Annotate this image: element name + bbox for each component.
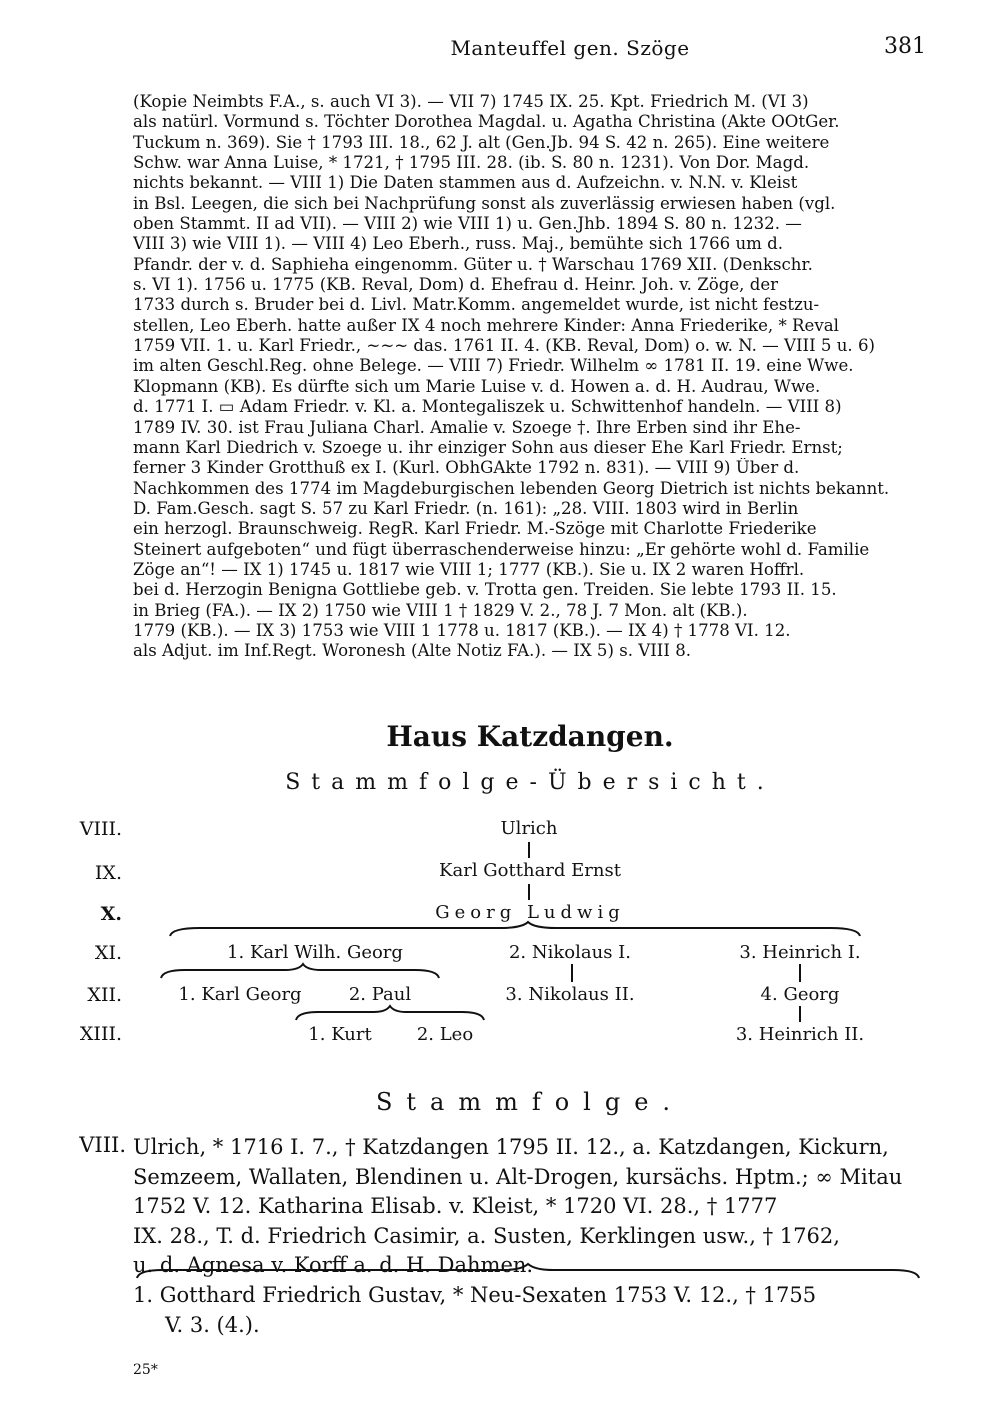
tree-node-nikolaus-i: 2. Nikolaus I.	[508, 942, 632, 963]
notes-line: Steinert aufgeboten“ und fügt überraschenderweise hinzu: „Er gehörte wohl d. Familie	[133, 539, 870, 559]
tree-connector	[528, 884, 530, 900]
notes-line: nichts bekannt. — VIII 1) Die Daten stammen aus d. Aufzeichn. v. N.N. v. Kleist	[133, 173, 798, 193]
notes-line: ferner 3 Kinder Grotthuß ex I. (Kurl. ObhGAkte 1792 n. 831). — VIII 9) Über d.	[133, 458, 800, 478]
notes-line: bei d. Herzogin Benigna Gottliebe geb. v. Trotta gen. Treiden. Sie lebte 1793 II. 15.	[133, 580, 837, 600]
notes-line: Pfandr. der v. d. Saphieha eingenomm. Güter u. † Warschau 1769 XII. (Denkschr.	[133, 254, 813, 274]
printer-signature: 25*	[133, 1362, 158, 1378]
notes-line: D. Fam.Gesch. sagt S. 57 zu Karl Friedr. (n. 161): „28. VIII. 1803 wird in Berlin	[133, 498, 799, 518]
tree-node-karl-gotthard-ernst: Karl Gotthard Ernst	[439, 860, 621, 881]
tree-brace-x	[160, 920, 870, 940]
house-title: Haus Katzdangen.	[386, 720, 674, 753]
tree-node-paul: 2. Paul	[348, 984, 412, 1005]
notes-line: Klopmann (KB). Es dürfte sich um Marie Luise v. d. Howen a. d. H. Audrau, Wwe.	[133, 376, 821, 396]
notes-line: als Adjut. im Inf.Regt. Woronesh (Alte Notiz FA.). — IX 5) s. VIII 8.	[133, 641, 692, 661]
generation-label-viii: VIII.	[79, 818, 122, 840]
notes-line: in Brieg (FA.). — IX 2) 1750 wie VIII 1 † 1829 V. 2., 78 J. 7 Mon. alt (KB.).	[133, 600, 748, 620]
generation-label-xii: XII.	[87, 984, 122, 1006]
tree-node-ulrich: Ulrich	[500, 818, 558, 839]
stammfolge-title: Stammfolge.	[375, 1088, 685, 1116]
notes-line: Schw. war Anna Luise, * 1721, † 1795 III. 28. (ib. S. 80 n. 1231). Von Dor. Magd.	[133, 153, 810, 173]
generation-label-xi: XI.	[94, 942, 122, 964]
notes-line: VIII 3) wie VIII 1). — VIII 4) Leo Eberh., russ. Maj., bemühte sich 1766 um d.	[133, 234, 784, 254]
notes-line: Nachkommen des 1774 im Magdeburgischen lebenden Georg Dietrich ist nichts bekannt.	[133, 478, 890, 498]
entry-line: 1752 V. 12. Katharina Elisab. v. Kleist, * 1720 VI. 28., † 1777	[133, 1194, 778, 1218]
generation-label-ix: IX.	[94, 862, 122, 884]
tree-node-karl-wilh-georg: 1. Karl Wilh. Georg	[227, 942, 403, 963]
notes-line: im alten Geschl.Reg. ohne Belege. — VIII 7) Friedr. Wilhelm ∞ 1781 II. 19. eine Wwe.	[133, 356, 854, 376]
tree-connector	[571, 964, 573, 982]
child-line: V. 3. (4.).	[165, 1313, 260, 1337]
entry-generation-label: VIII.	[79, 1133, 126, 1157]
tree-brace-xi	[155, 962, 445, 980]
notes-line: Tuckum n. 369). Sie † 1793 III. 18., 62 J. alt (Gen.Jb. 94 S. 42 n. 265). Eine weitere	[133, 132, 830, 152]
notes-line: s. VI 1). 1756 u. 1775 (KB. Reval, Dom) d. Ehefrau d. Heinr. Joh. v. Zöge, der	[133, 275, 779, 295]
notes-line: ein herzogl. Braunschweig. RegR. Karl Friedr. M.-Szöge mit Charlotte Friederike	[133, 519, 817, 539]
tree-node-georg: 4. Georg	[760, 984, 840, 1005]
notes-line: 1759 VII. 1. u. Karl Friedr., ~~~ das. 1761 II. 4. (KB. Reval, Dom) o. w. N. — VIII 5 u. 6)	[133, 336, 876, 356]
notes-line: 1789 IV. 30. ist Frau Juliana Charl. Amalie v. Szoege †. Ihre Erben sind ihr Ehe-	[133, 417, 801, 437]
tree-connector	[528, 842, 530, 858]
notes-line: oben Stammt. II ad VII). — VIII 2) wie VIII 1) u. Gen.Jhb. 1894 S. 80 n. 1232. —	[133, 214, 802, 234]
running-title: Manteuffel gen. Szöge	[450, 36, 690, 60]
child-entry-gotthard	[133, 1280, 923, 1340]
tree-node-georg-ludwig: Georg Ludwig	[435, 902, 625, 923]
overview-title: Stammfolge-Übersicht.	[285, 770, 775, 795]
tree-node-heinrich-i: 3. Heinrich I.	[739, 942, 861, 963]
notes-line: mann Karl Diedrich v. Szoege u. ihr einziger Sohn aus dieser Ehe Karl Friedr. Ernst;	[133, 437, 843, 457]
footnotes-block	[133, 92, 923, 662]
entry-ulrich	[133, 1133, 923, 1281]
notes-line: Zöge an“! — IX 1) 1745 u. 1817 wie VIII 1; 1777 (KB.). Sie u. IX 2 waren Hoffrl.	[133, 559, 805, 579]
child-line: 1. Gotthard Friedrich Gustav, * Neu-Sexaten 1753 V. 12., † 1755	[133, 1283, 817, 1307]
tree-node-karl-georg: 1. Karl Georg	[178, 984, 302, 1005]
notes-line: stellen, Leo Eberh. hatte außer IX 4 noch mehrere Kinder: Anna Friederike, * Reval	[133, 315, 839, 335]
tree-connector	[799, 1006, 801, 1022]
notes-line: 1733 durch s. Bruder bei d. Livl. Matr.Komm. angemeldet wurde, ist nicht festzu-	[133, 295, 820, 315]
page-number: 381	[884, 34, 926, 59]
generation-label-x: X.	[100, 903, 122, 925]
notes-line: d. 1771 I. ▭ Adam Friedr. v. Kl. a. Montegaliszek u. Schwittenhof handeln. — VIII 8)	[133, 397, 842, 417]
tree-node-kurt: 1. Kurt	[308, 1024, 372, 1045]
tree-connector	[799, 964, 801, 982]
tree-node-heinrich-ii: 3. Heinrich II.	[735, 1024, 865, 1045]
tree-node-leo: 2. Leo	[416, 1024, 474, 1045]
entry-line: IX. 28., T. d. Friedrich Casimir, a. Susten, Kerklingen usw., † 1762,	[133, 1223, 840, 1248]
entry-line: Semzeem, Wallaten, Blendinen u. Alt-Drogen, kursächs. Hptm.; ∞ Mitau	[133, 1164, 903, 1189]
notes-line: als natürl. Vormund s. Töchter Dorothea Magdal. u. Agatha Christina (Akte OOtGer.	[133, 112, 840, 132]
notes-line: in Bsl. Leegen, die sich bei Nachprüfung sonst als zuverlässig erwiesen haben (vgl.	[133, 193, 836, 213]
entry-line: u. d. Agnesa v. Korff a. d. H. Dahmen.	[133, 1253, 534, 1277]
tree-brace-xii	[290, 1004, 490, 1022]
entry-line: Ulrich, * 1716 I. 7., † Katzdangen 1795 II. 12., a. Katzdangen, Kickurn,	[133, 1135, 889, 1159]
generation-label-xiii: XIII.	[79, 1023, 122, 1045]
tree-node-nikolaus-ii: 3. Nikolaus II.	[505, 984, 635, 1005]
notes-line: (Kopie Neimbts F.A., s. auch VI 3). — VII 7) 1745 IX. 25. Kpt. Friedrich M. (VI 3)	[133, 92, 809, 111]
notes-line: 1779 (KB.). — IX 3) 1753 wie VIII 1 1778 u. 1817 (KB.). — IX 4) † 1778 VI. 12.	[133, 620, 791, 640]
children-brace	[133, 1262, 923, 1280]
